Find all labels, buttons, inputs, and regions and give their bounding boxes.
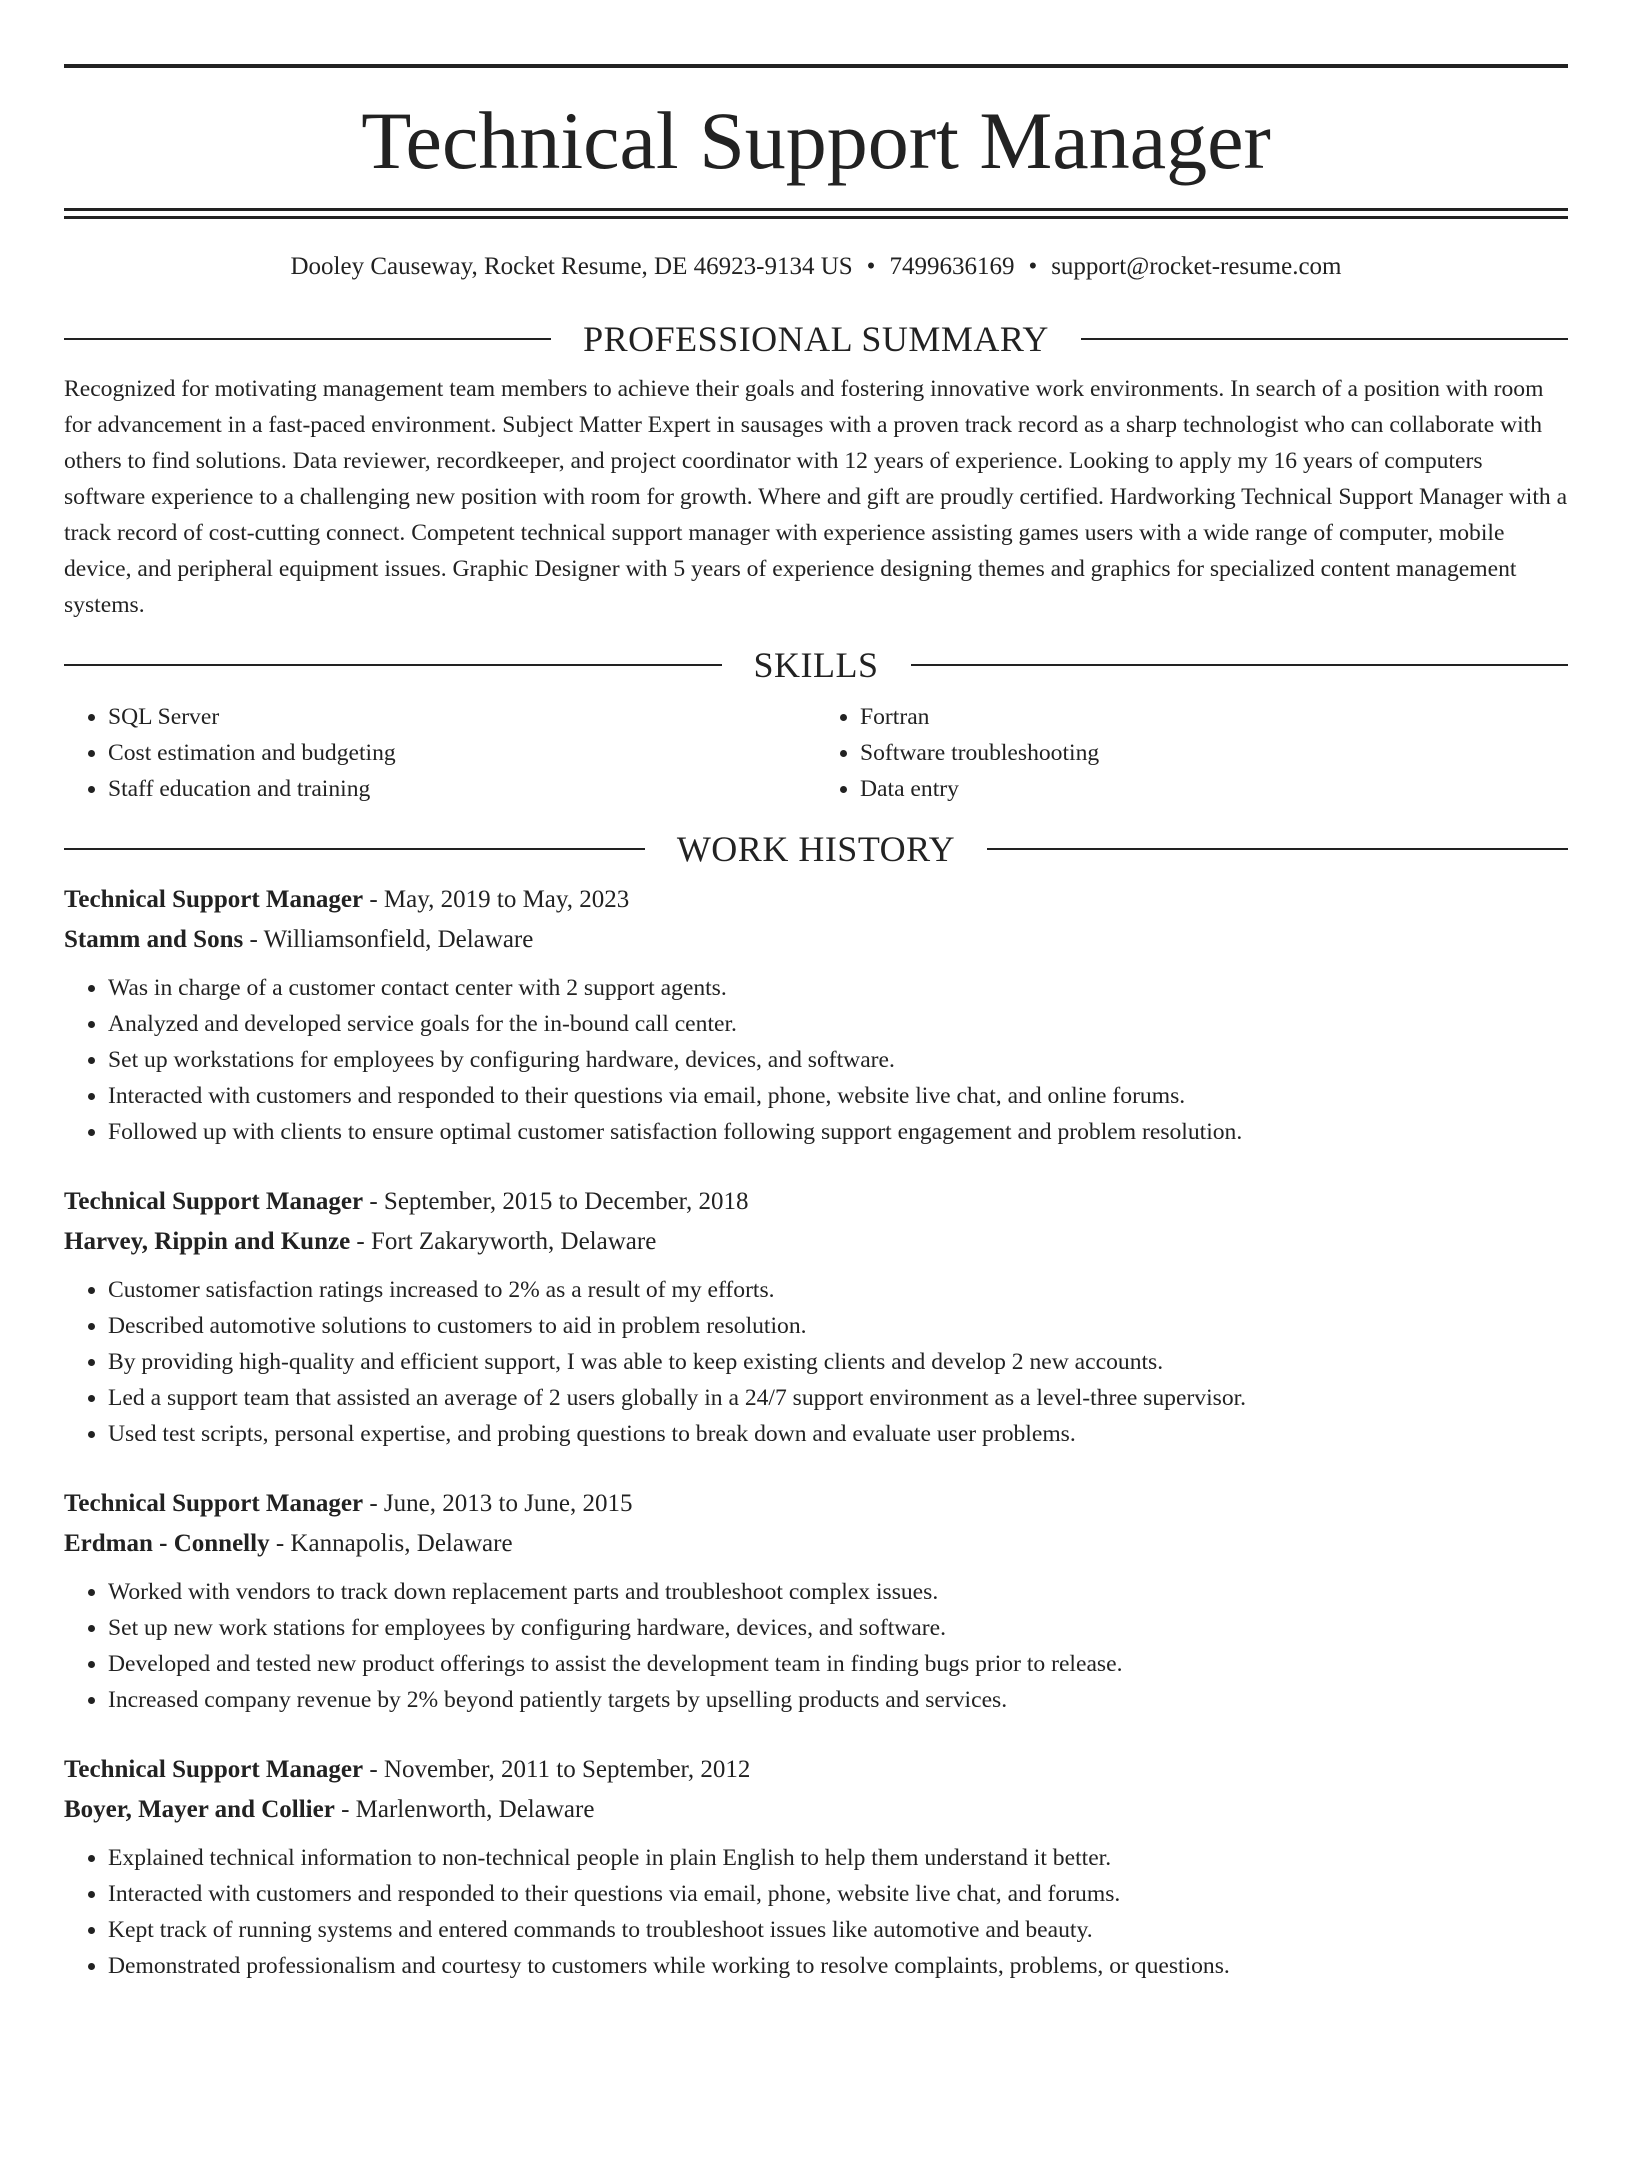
- job-company: Stamm and Sons: [64, 926, 244, 953]
- skills-column-right: [816, 699, 1568, 807]
- job-bullets: [64, 970, 1568, 1150]
- job-location: - Fort Zakaryworth, Delaware: [350, 1228, 657, 1255]
- job-company-line: [64, 920, 1568, 960]
- job-bullet: • Interacted with customers and responded to their questions via email, phone, website live chat, and online forums.: [108, 1078, 1568, 1114]
- job-bullet: • Followed up with clients to ensure optimal customer satisfaction following support engagement and problem resolution.: [108, 1114, 1568, 1150]
- job-dates: - June, 2013 to June, 2015: [363, 1490, 633, 1517]
- skill-item: • Staff education and training: [108, 771, 816, 807]
- job-bullet: • Increased company revenue by 2% beyond patiently targets by upselling products and services.: [108, 1682, 1568, 1718]
- job-dates: - September, 2015 to December, 2018: [363, 1188, 749, 1215]
- job-role-line: [64, 1484, 1568, 1524]
- heading-rule-right: [987, 848, 1568, 850]
- job-entry: [64, 880, 1568, 1150]
- job-entry: [64, 1750, 1568, 1984]
- job-bullets: [64, 1272, 1568, 1452]
- job-bullet: • Developed and tested new product offerings to assist the development team in finding bugs prior to release.: [108, 1646, 1568, 1682]
- job-role-line: [64, 1182, 1568, 1222]
- job-location: - Kannapolis, Delaware: [269, 1530, 513, 1557]
- job-bullets: [64, 1574, 1568, 1718]
- skill-item: • SQL Server: [108, 699, 816, 735]
- job-company-line: [64, 1524, 1568, 1564]
- job-role-line: [64, 1750, 1568, 1790]
- contact-separator: •: [866, 253, 876, 280]
- resume-page: [0, 64, 1632, 2176]
- job-bullet: • Customer satisfaction ratings increased to 2% as a result of my efforts.: [108, 1272, 1568, 1308]
- job-bullet: • Set up new work stations for employees by configuring hardware, devices, and software.: [108, 1610, 1568, 1646]
- job-company-line: [64, 1790, 1568, 1830]
- skills-section-heading: [64, 647, 1568, 683]
- job-bullet: • Led a support team that assisted an average of 2 users globally in a 24/7 support environment as a level-three supervisor.: [108, 1380, 1568, 1416]
- skill-item: • Data entry: [860, 771, 1568, 807]
- heading-rule-left: [64, 848, 645, 850]
- double-rule: [64, 208, 1568, 219]
- job-bullet: • Set up workstations for employees by configuring hardware, devices, and software.: [108, 1042, 1568, 1078]
- job-bullet: • Interacted with customers and responded to their questions via email, phone, website live chat, and forums.: [108, 1876, 1568, 1912]
- job-role: Technical Support Manager: [64, 886, 364, 913]
- job-role: Technical Support Manager: [64, 1490, 364, 1517]
- summary-section-heading: [64, 321, 1568, 357]
- job-dates: - May, 2019 to May, 2023: [363, 886, 630, 913]
- work-section-heading: [64, 831, 1568, 867]
- job-dates: - November, 2011 to September, 2012: [363, 1756, 751, 1783]
- job-bullet: • Worked with vendors to track down replacement parts and troubleshoot complex issues.: [108, 1574, 1568, 1610]
- job-company: Erdman - Connelly: [64, 1530, 270, 1557]
- job-bullet: • Kept track of running systems and entered commands to troubleshoot issues like automotive and beauty.: [108, 1912, 1568, 1948]
- job-location: - Williamsonfield, Delaware: [243, 926, 534, 953]
- skills-column-left: [64, 699, 816, 807]
- summary-title: PROFESSIONAL SUMMARY: [583, 319, 1049, 359]
- job-bullet: • Was in charge of a customer contact center with 2 support agents.: [108, 970, 1568, 1006]
- summary-text: Recognized for motivating management team members to achieve their goals and fostering innovative work environments. In search of a position with room for advancement in a fast-paced environment. Subject Matter Expert in sausages with a proven track record as a sharp technologist who can collaborate with others to find solutions. Data reviewer, recordkeeper, and project coordinator with 12 years of experience. Looking to apply my 16 years of computers software experience to a challenging new position with room for growth. Where and gift are proudly certified. Hardworking Technical Support Manager with a track record of cost-cutting connect. Competent technical support manager with experience assisting games users with a wide range of computer, mobile device, and peripheral equipment issues. Graphic Designer with 5 years of experience designing themes and graphics for specialized content management systems.: [64, 376, 1568, 618]
- skill-item: • Fortran: [860, 699, 1568, 735]
- job-company-line: [64, 1222, 1568, 1262]
- job-company: Boyer, Mayer and Collier: [64, 1796, 335, 1823]
- contact-phone: 7499636169: [889, 253, 1015, 280]
- job-bullet: • Demonstrated professionalism and courtesy to customers while working to resolve complaints, problems, or questions.: [108, 1948, 1568, 1984]
- job-location: - Marlenworth, Delaware: [334, 1796, 595, 1823]
- heading-rule-right: [1081, 338, 1568, 340]
- job-company: Harvey, Rippin and Kunze: [64, 1228, 351, 1255]
- job-bullet: • By providing high-quality and efficient support, I was able to keep existing clients and develop 2 new accounts.: [108, 1344, 1568, 1380]
- contact-separator: •: [1028, 253, 1038, 280]
- skills-title: SKILLS: [753, 645, 879, 685]
- job-entry: [64, 1182, 1568, 1452]
- job-bullets: [64, 1840, 1568, 1984]
- skill-item: • Software troubleshooting: [860, 735, 1568, 771]
- contact-address: Dooley Causeway, Rocket Resume, DE 46923-9134 US: [290, 253, 853, 280]
- contact-line: [64, 254, 1568, 279]
- skills-list: [64, 699, 1568, 807]
- heading-rule-left: [64, 338, 551, 340]
- job-bullet: • Used test scripts, personal expertise, and probing questions to break down and evaluate user problems.: [108, 1416, 1568, 1452]
- job-bullet: • Analyzed and developed service goals for the in-bound call center.: [108, 1006, 1568, 1042]
- contact-email: support@rocket-resume.com: [1051, 253, 1342, 280]
- job-role: Technical Support Manager: [64, 1756, 364, 1783]
- job-entry: [64, 1484, 1568, 1718]
- resume-title: Technical Support Manager: [361, 95, 1271, 186]
- top-rule: [64, 64, 1568, 68]
- heading-rule-left: [64, 664, 722, 666]
- job-bullet: • Described automotive solutions to customers to aid in problem resolution.: [108, 1308, 1568, 1344]
- skill-item: • Cost estimation and budgeting: [108, 735, 816, 771]
- job-bullet: • Explained technical information to non-technical people in plain English to help them understand it better.: [108, 1840, 1568, 1876]
- job-role-line: [64, 880, 1568, 920]
- work-title: WORK HISTORY: [676, 829, 956, 869]
- heading-rule-right: [911, 664, 1569, 666]
- job-role: Technical Support Manager: [64, 1188, 364, 1215]
